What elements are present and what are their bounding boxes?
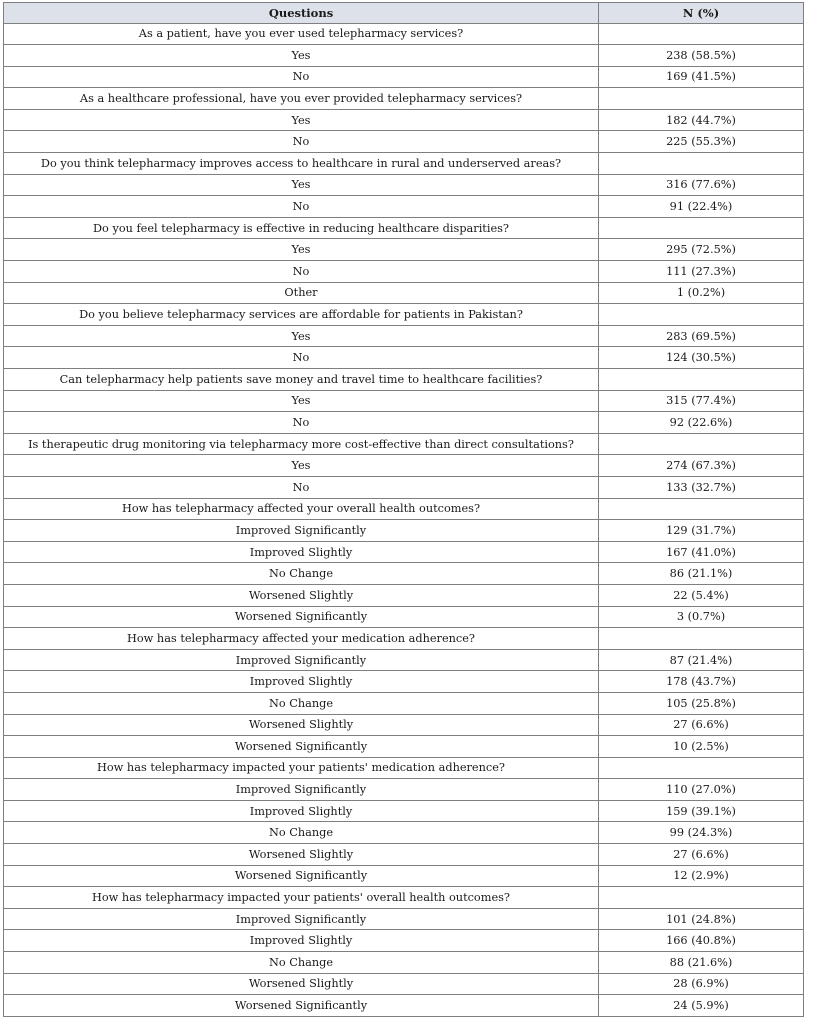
- response-value-cell: 182 (44.7%): [599, 109, 804, 131]
- response-label-cell: Yes: [4, 45, 599, 67]
- question-cell: Do you feel telepharmacy is effective in reducing healthcare disparities?: [4, 217, 599, 239]
- response-value-cell: 101 (24.8%): [599, 908, 804, 930]
- question-row: [4, 369, 804, 391]
- header-row: [4, 3, 804, 24]
- response-row: [4, 174, 804, 196]
- response-label-cell: Worsened Slightly: [4, 584, 599, 606]
- question-value-cell-empty: [599, 757, 804, 779]
- response-row: [4, 520, 804, 542]
- response-row: [4, 908, 804, 930]
- response-row: [4, 692, 804, 714]
- response-row: [4, 239, 804, 261]
- response-value-cell: 91 (22.4%): [599, 196, 804, 218]
- response-label-cell: Yes: [4, 174, 599, 196]
- response-row: [4, 822, 804, 844]
- response-row: [4, 563, 804, 585]
- response-value-cell: 105 (25.8%): [599, 692, 804, 714]
- question-row: [4, 498, 804, 520]
- survey-results-table: [3, 2, 804, 1017]
- response-row: [4, 325, 804, 347]
- question-cell: How has telepharmacy affected your overall health outcomes?: [4, 498, 599, 520]
- response-label-cell: Yes: [4, 239, 599, 261]
- question-value-cell-empty: [599, 304, 804, 326]
- response-row: [4, 714, 804, 736]
- response-row: [4, 45, 804, 67]
- response-value-cell: 167 (41.0%): [599, 541, 804, 563]
- response-label-cell: Worsened Significantly: [4, 865, 599, 887]
- question-value-cell-empty: [599, 153, 804, 175]
- response-value-cell: 124 (30.5%): [599, 347, 804, 369]
- question-cell: How has telepharmacy impacted your patients' medication adherence?: [4, 757, 599, 779]
- response-label-cell: No Change: [4, 952, 599, 974]
- question-cell: How has telepharmacy impacted your patients' overall health outcomes?: [4, 887, 599, 909]
- response-row: [4, 131, 804, 153]
- question-value-cell-empty: [599, 887, 804, 909]
- question-cell: Can telepharmacy help patients save money and travel time to healthcare facilities?: [4, 369, 599, 391]
- response-value-cell: 274 (67.3%): [599, 455, 804, 477]
- response-label-cell: No Change: [4, 563, 599, 585]
- response-label-cell: Improved Significantly: [4, 649, 599, 671]
- response-row: [4, 476, 804, 498]
- response-label-cell: No: [4, 476, 599, 498]
- response-value-cell: 110 (27.0%): [599, 779, 804, 801]
- response-row: [4, 109, 804, 131]
- question-row: [4, 433, 804, 455]
- response-value-cell: 10 (2.5%): [599, 736, 804, 758]
- response-value-cell: 283 (69.5%): [599, 325, 804, 347]
- question-cell: How has telepharmacy affected your medication adherence?: [4, 628, 599, 650]
- table-body: [4, 23, 804, 1016]
- response-label-cell: Yes: [4, 455, 599, 477]
- response-label-cell: No Change: [4, 822, 599, 844]
- response-label-cell: No: [4, 131, 599, 153]
- question-row: [4, 304, 804, 326]
- response-label-cell: No: [4, 261, 599, 283]
- response-value-cell: 27 (6.6%): [599, 714, 804, 736]
- response-row: [4, 736, 804, 758]
- question-value-cell-empty: [599, 498, 804, 520]
- response-row: [4, 541, 804, 563]
- response-value-cell: 99 (24.3%): [599, 822, 804, 844]
- response-row: [4, 606, 804, 628]
- table-header: [4, 3, 804, 24]
- question-cell: As a healthcare professional, have you ever provided telepharmacy services?: [4, 88, 599, 110]
- question-cell: Is therapeutic drug monitoring via telepharmacy more cost-effective than direct consultations?: [4, 433, 599, 455]
- response-value-cell: 238 (58.5%): [599, 45, 804, 67]
- response-label-cell: No: [4, 66, 599, 88]
- question-row: [4, 217, 804, 239]
- count-column-header: N (%): [599, 3, 804, 24]
- response-value-cell: 86 (21.1%): [599, 563, 804, 585]
- response-label-cell: No Change: [4, 692, 599, 714]
- response-row: [4, 973, 804, 995]
- response-value-cell: 3 (0.7%): [599, 606, 804, 628]
- response-value-cell: 166 (40.8%): [599, 930, 804, 952]
- response-label-cell: Improved Slightly: [4, 930, 599, 952]
- question-cell: Do you think telepharmacy improves access to healthcare in rural and underserved areas?: [4, 153, 599, 175]
- response-value-cell: 316 (77.6%): [599, 174, 804, 196]
- response-value-cell: 225 (55.3%): [599, 131, 804, 153]
- response-row: [4, 865, 804, 887]
- response-row: [4, 930, 804, 952]
- response-label-cell: No: [4, 412, 599, 434]
- response-row: [4, 671, 804, 693]
- response-value-cell: 92 (22.6%): [599, 412, 804, 434]
- response-label-cell: Improved Slightly: [4, 671, 599, 693]
- response-label-cell: No: [4, 196, 599, 218]
- question-row: [4, 88, 804, 110]
- response-value-cell: 178 (43.7%): [599, 671, 804, 693]
- response-label-cell: Improved Slightly: [4, 800, 599, 822]
- question-row: [4, 628, 804, 650]
- response-label-cell: Yes: [4, 390, 599, 412]
- response-value-cell: 12 (2.9%): [599, 865, 804, 887]
- question-value-cell-empty: [599, 23, 804, 45]
- response-label-cell: Worsened Slightly: [4, 973, 599, 995]
- response-row: [4, 800, 804, 822]
- question-value-cell-empty: [599, 88, 804, 110]
- response-row: [4, 995, 804, 1017]
- response-row: [4, 779, 804, 801]
- response-row: [4, 196, 804, 218]
- response-row: [4, 649, 804, 671]
- response-row: [4, 455, 804, 477]
- response-value-cell: 159 (39.1%): [599, 800, 804, 822]
- response-row: [4, 390, 804, 412]
- response-label-cell: Yes: [4, 109, 599, 131]
- question-row: [4, 887, 804, 909]
- question-cell: Do you believe telepharmacy services are affordable for patients in Pakistan?: [4, 304, 599, 326]
- response-value-cell: 88 (21.6%): [599, 952, 804, 974]
- question-value-cell-empty: [599, 628, 804, 650]
- response-value-cell: 24 (5.9%): [599, 995, 804, 1017]
- response-label-cell: Worsened Significantly: [4, 606, 599, 628]
- response-label-cell: No: [4, 347, 599, 369]
- response-row: [4, 412, 804, 434]
- response-value-cell: 133 (32.7%): [599, 476, 804, 498]
- question-row: [4, 757, 804, 779]
- question-value-cell-empty: [599, 369, 804, 391]
- question-row: [4, 23, 804, 45]
- response-value-cell: 111 (27.3%): [599, 261, 804, 283]
- response-row: [4, 844, 804, 866]
- response-label-cell: Other: [4, 282, 599, 304]
- question-value-cell-empty: [599, 433, 804, 455]
- response-value-cell: 87 (21.4%): [599, 649, 804, 671]
- response-row: [4, 66, 804, 88]
- question-row: [4, 153, 804, 175]
- response-label-cell: Yes: [4, 325, 599, 347]
- response-label-cell: Improved Significantly: [4, 520, 599, 542]
- response-value-cell: 315 (77.4%): [599, 390, 804, 412]
- response-row: [4, 282, 804, 304]
- question-cell: As a patient, have you ever used telepharmacy services?: [4, 23, 599, 45]
- response-row: [4, 584, 804, 606]
- response-label-cell: Improved Significantly: [4, 779, 599, 801]
- response-value-cell: 28 (6.9%): [599, 973, 804, 995]
- response-label-cell: Improved Slightly: [4, 541, 599, 563]
- response-row: [4, 261, 804, 283]
- response-label-cell: Worsened Significantly: [4, 736, 599, 758]
- response-value-cell: 1 (0.2%): [599, 282, 804, 304]
- questions-column-header: Questions: [4, 3, 599, 24]
- response-label-cell: Worsened Significantly: [4, 995, 599, 1017]
- response-value-cell: 129 (31.7%): [599, 520, 804, 542]
- response-label-cell: Improved Significantly: [4, 908, 599, 930]
- response-label-cell: Worsened Slightly: [4, 714, 599, 736]
- response-value-cell: 22 (5.4%): [599, 584, 804, 606]
- response-row: [4, 347, 804, 369]
- response-row: [4, 952, 804, 974]
- response-value-cell: 27 (6.6%): [599, 844, 804, 866]
- question-value-cell-empty: [599, 217, 804, 239]
- response-value-cell: 169 (41.5%): [599, 66, 804, 88]
- response-label-cell: Worsened Slightly: [4, 844, 599, 866]
- response-value-cell: 295 (72.5%): [599, 239, 804, 261]
